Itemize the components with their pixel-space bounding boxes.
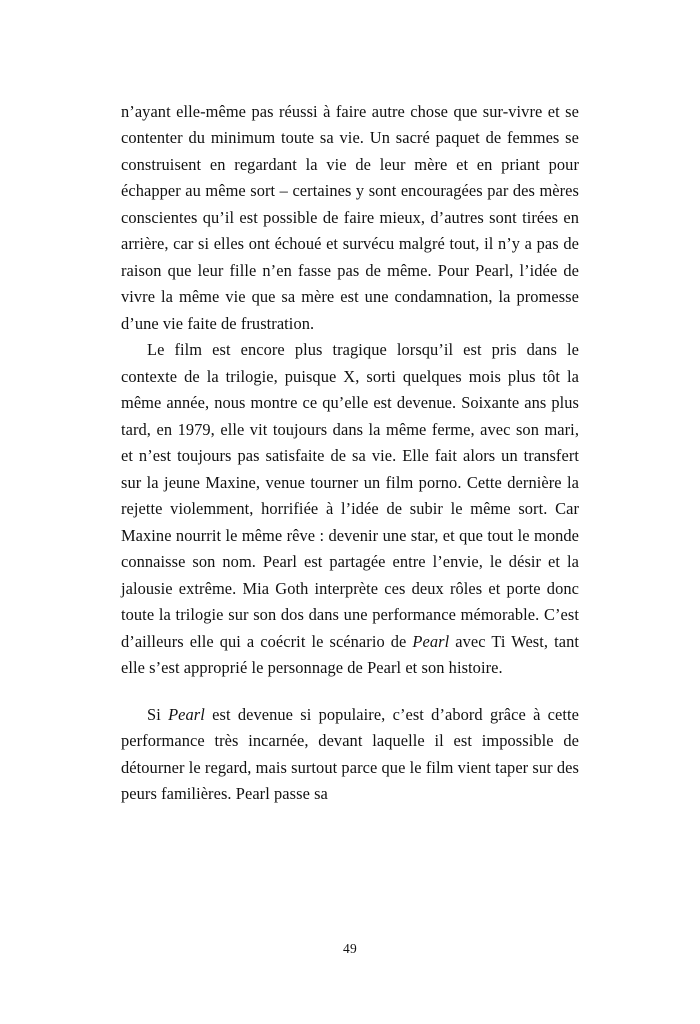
page-number: 49 (342, 941, 358, 956)
italic-title: Pearl (168, 704, 205, 724)
body-text (121, 99, 579, 808)
paragraph (121, 702, 579, 808)
paragraph (121, 337, 579, 681)
text-run: Le film est encore plus tragique lorsqu’il est pris dans le contexte de la trilogie, puisque X, sorti quelques mois plus tôt la même année, nous montre ce qu’elle est devenue. Soixante ans plus tard, en 1979, elle vit toujours dans la même ferme, avec son mari, et n’est toujours pas satisfaite de sa vie. Elle fait alors un transfert sur la jeune Maxine, venue tourner un film porno. Cette dernière la rejette violemment, horrifiée à l’idée de subir le même sort. Car Maxine nourrit le même rêve : devenir une star, et que tout le monde connaisse son nom. Pearl est partagée entre l’envie, le désir et la jalousie extrême. Mia Goth interprète ces deux rôles et porte donc toute la trilogie sur son dos dans une performance mémorable. C’est d’ailleurs elle qui a coécrit le scénario de (121, 340, 579, 651)
text-run: avec Ti West, tant elle s’est approprié le personnage de Pearl et son histoire. (121, 631, 579, 678)
italic-title: Pearl (412, 631, 450, 651)
paragraph (121, 99, 579, 337)
text-run: n’ayant elle-même pas réussi à faire autre chose que sur-vivre et se contenter du minimum toute sa vie. Un sacré paquet de femmes se construisent en regardant la vie de leur mère et en priant pour échapper au même sort – certaines y sont encouragées par des mères conscientes qu’il est possible de faire mieux, d’autres sont tirées en arrière, car si elles ont échoué et survécu malgré tout, il n’y a pas de raison que leur fille n’en fasse pas de même. Pour Pearl, l’idée de vivre la même vie que sa mère est une condamnation, la promesse d’une vie faite de frustration. (121, 102, 579, 333)
text-run: Si (147, 704, 169, 724)
text-run: est devenue si populaire, c’est d’abord grâce à cette performance très incarnée, devant laquelle il est impossible de détourner le regard, mais surtout parce que le film vient taper sur des peurs familières. Pearl passe sa (121, 704, 579, 804)
